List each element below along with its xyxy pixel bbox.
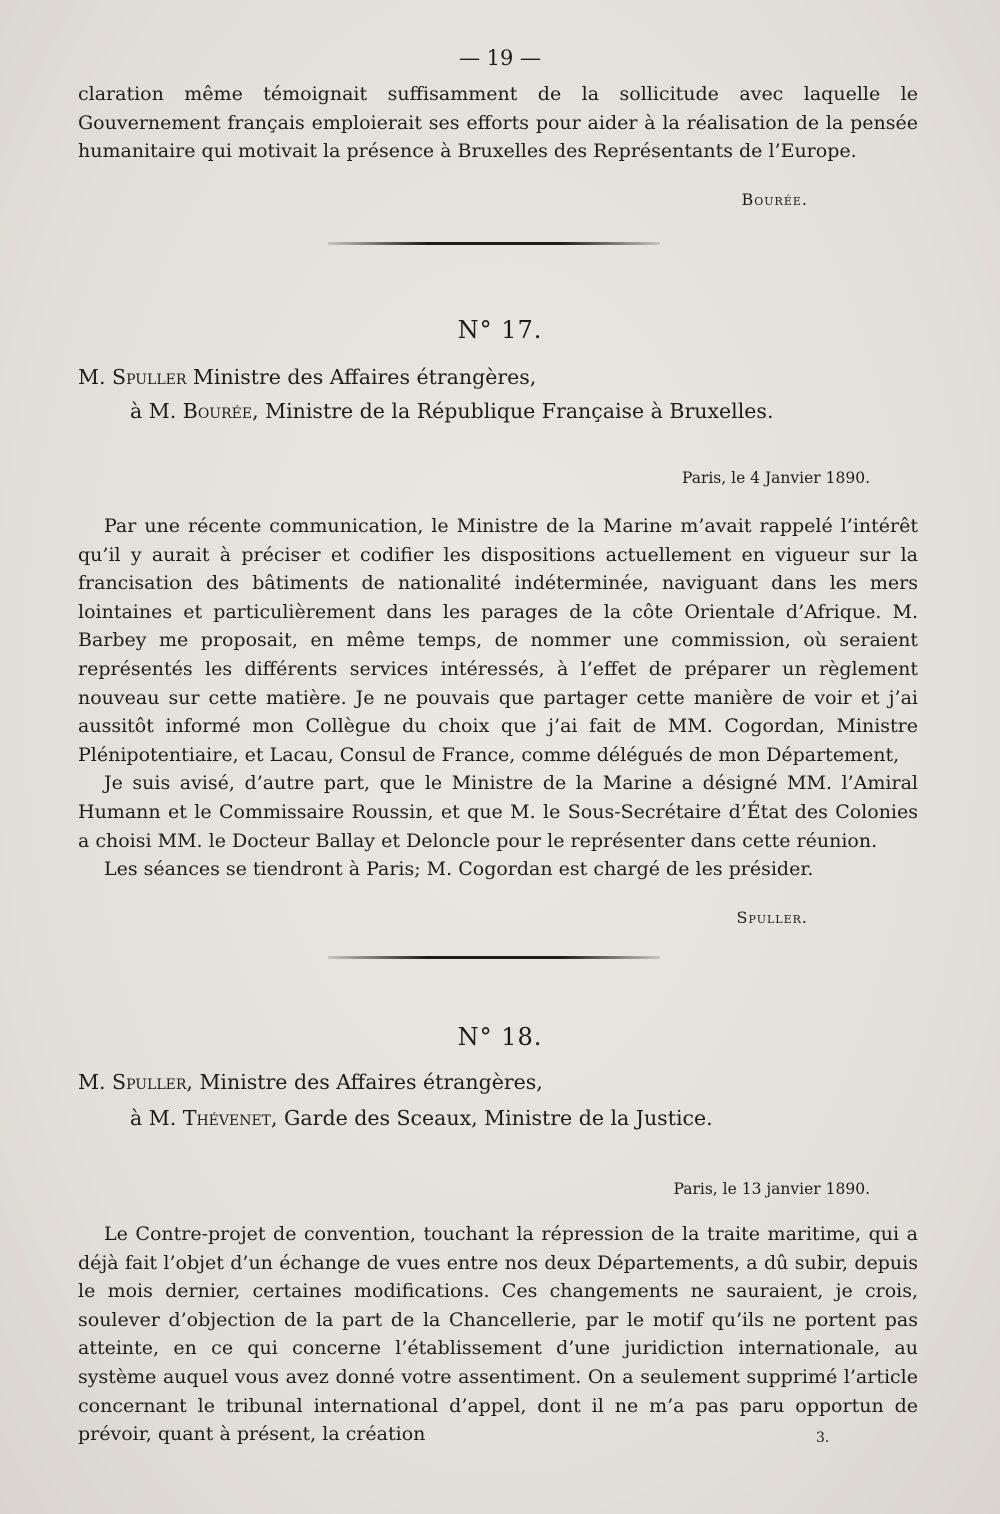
sender-rest: Ministre des Affaires étrangères,: [186, 365, 537, 389]
recipient-rest: , Ministre de la République Française à Bruxelles.: [252, 399, 774, 423]
section-17-signature: Spuller.: [736, 908, 808, 927]
section-17-recipient: [130, 399, 773, 423]
intro-signature: Bourée.: [741, 190, 808, 209]
section-17-paragraph-3: Les séances se tiendront à Paris; M. Cogordan est chargé de les présider.: [104, 858, 814, 881]
section-18-dateline: Paris, le 13 janvier 1890.: [673, 1180, 870, 1198]
section-17-dateline: Paris, le 4 Janvier 1890.: [681, 469, 870, 487]
sender-rest: , Ministre des Affaires étrangères,: [186, 1070, 543, 1094]
sender-prefix: M.: [78, 1070, 113, 1094]
recipient-prefix: à M.: [130, 399, 183, 423]
section-divider: [328, 956, 660, 959]
section-18-body: [78, 1220, 918, 1449]
recipient-name: Bourée: [182, 399, 253, 423]
section-divider: [328, 242, 660, 245]
signature-mark: 3.: [816, 1430, 830, 1446]
section-17-number: N° 17.: [457, 316, 543, 344]
page-number: — 19 —: [458, 46, 542, 70]
section-18-recipient: [130, 1106, 713, 1130]
section-17-sender: [78, 365, 536, 389]
section-18-number: N° 18.: [457, 1023, 543, 1051]
recipient-name: Thévenet: [182, 1106, 272, 1130]
intro-paragraph: claration même témoignait suffisamment de la sollicitude avec laquelle le Gouvernement français emploierait ses efforts pour aider à la réalisation de la pensée humanitaire qui motivait la présence à Bruxelles des Représentants de l’Europe.: [78, 83, 918, 163]
section-18-sender: [78, 1070, 543, 1094]
section-17-paragraph-2: Je suis avisé, d’autre part, que le Ministre de la Marine a désigné MM. l’Amiral Humann et le Commissaire Roussin, et que M. le Sous-Secrétaire d’État des Colonies a choisi MM. le Docteur Ballay et Deloncle pour le représenter dans cette réunion.: [78, 772, 918, 852]
section-18-paragraph-1: Le Contre-projet de convention, touchant la répression de la traite maritime, qui a déjà fait l’objet d’un échange de vues entre nos deux Départements, a dû subir, depuis le mois dernier, certaines modifications. Ces changements ne sauraient, je crois, soulever d’objection de la part de la Chancellerie, par le motif qu’ils ne portent pas atteinte, en ce qui concerne l’établissement d’une juridiction internationale, au système auquel vous avez donné votre assentiment. On a seulement supprimé l’article concernant le tribunal international d’appel, dont il ne m’a pas paru opportun de prévoir, quant à présent, la création: [78, 1223, 918, 1446]
section-17-body: [78, 512, 918, 884]
recipient-prefix: à M.: [130, 1106, 183, 1130]
recipient-rest: , Garde des Sceaux, Ministre de la Justice.: [271, 1106, 713, 1130]
sender-name: Spuller: [112, 365, 187, 389]
sender-name: Spuller: [112, 1070, 187, 1094]
sender-prefix: M.: [78, 365, 113, 389]
intro-block: [78, 80, 918, 166]
section-17-paragraph-1: Par une récente communication, le Ministre de la Marine m’avait rappelé l’intérêt qu’il y aurait à préciser et codifier les dispositions actuellement en vigueur sur la francisation des bâtiments de nationalité indéterminée, naviguant dans les mers lointaines et particulièrement dans les parages de la côte Orientale d’Afrique. M. Barbey me proposait, en même temps, de nommer une commission, où seraient représentés les différents services intéressés, à l’effet de préparer un règlement nouveau sur cette matière. Je ne pouvais que partager cette manière de voir et j’ai aussitôt informé mon Collègue du choix que j’ai fait de MM. Cogordan, Ministre Plénipotentiaire, et Lacau, Consul de France, comme délégués de mon Département,: [78, 515, 918, 766]
